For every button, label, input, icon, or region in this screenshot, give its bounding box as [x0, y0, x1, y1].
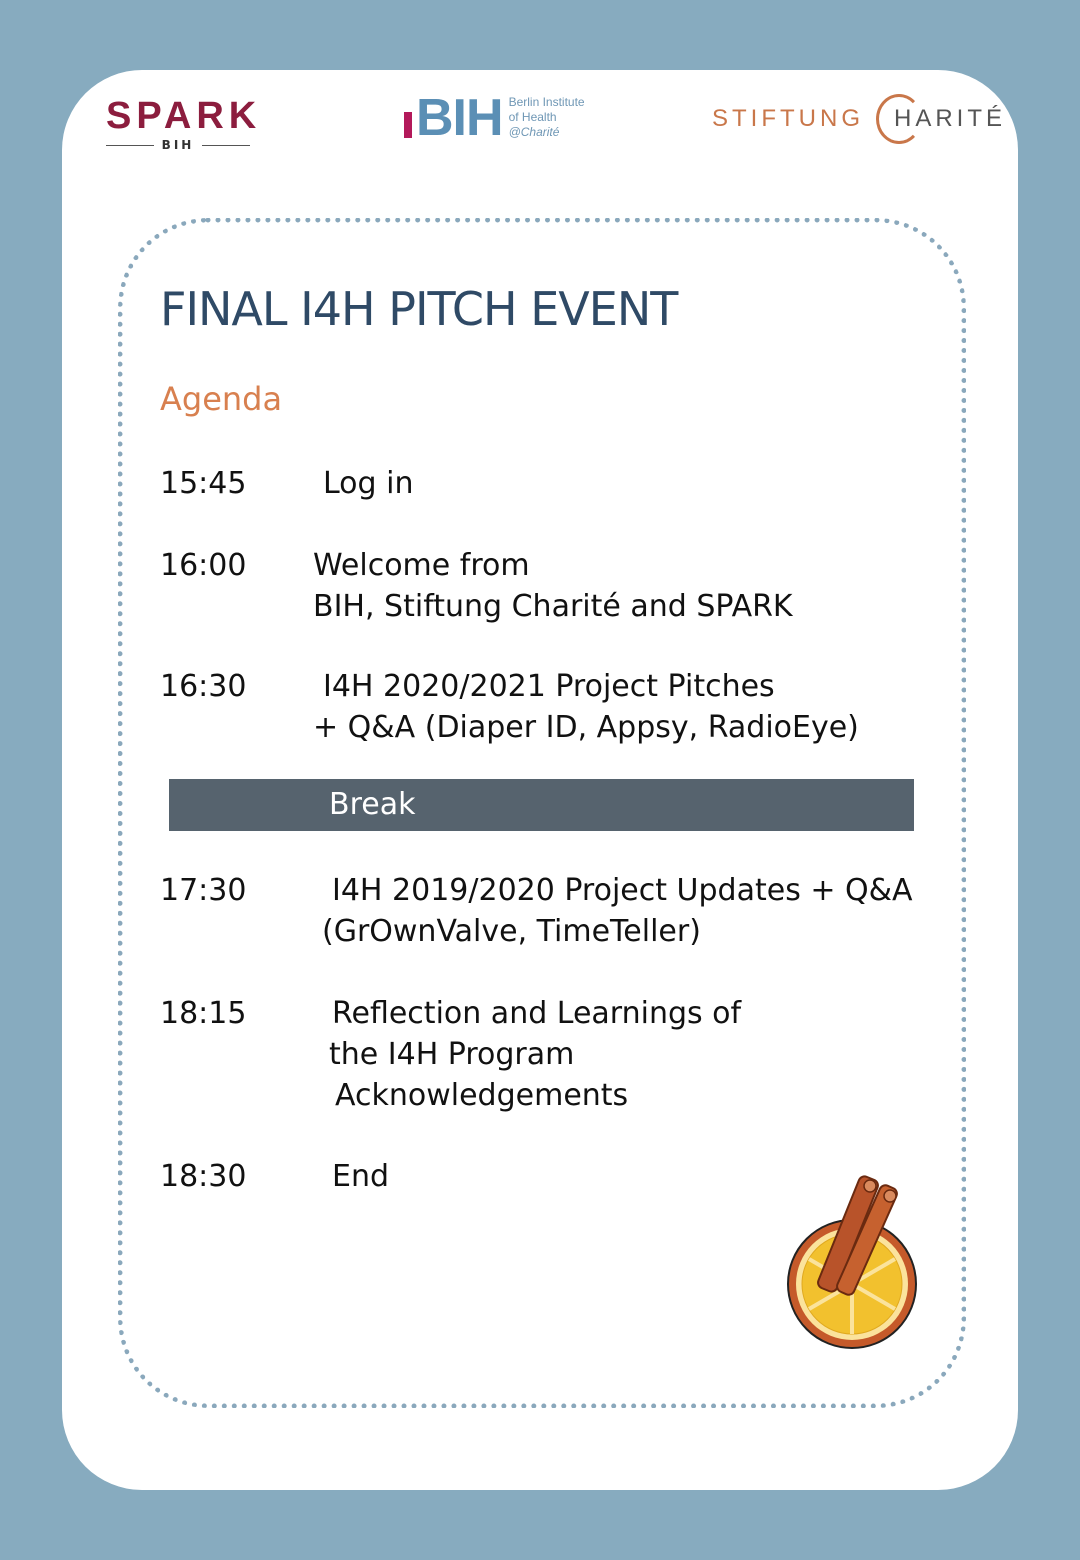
bih-logo — [404, 89, 585, 147]
agenda-time: 16:30 — [160, 669, 247, 704]
agenda-heading: Agenda — [160, 380, 283, 418]
agenda-time: 18:30 — [160, 1159, 247, 1194]
agenda-desc: Log in — [323, 466, 414, 501]
agenda-time: 16:00 — [160, 548, 247, 583]
bih-logo-line1: Berlin Institute — [508, 95, 585, 109]
agenda-time: 15:45 — [160, 466, 247, 501]
break-label: Break — [329, 787, 416, 822]
agenda-desc: (GrOwnValve, TimeTeller) — [322, 914, 701, 949]
agenda-desc: the I4H Program — [329, 1037, 575, 1072]
spark-bih-logo — [106, 95, 262, 152]
page-title: FINAL I4H PITCH EVENT — [160, 282, 678, 336]
agenda-desc: I4H 2020/2021 Project Pitches — [323, 669, 775, 704]
bih-logo-line2: of Health — [508, 110, 557, 124]
bih-logo-line3: @Charité — [508, 125, 560, 139]
agenda-card — [62, 70, 1018, 1490]
charite-logo-stiftung: STIFTUNG — [712, 105, 864, 132]
agenda-desc: + Q&A (Diaper ID, Appsy, RadioEye) — [313, 710, 859, 745]
spark-logo-word: SPARK — [106, 95, 262, 137]
orange-cinnamon-icon — [782, 1174, 922, 1354]
spark-logo-sub: BIH — [161, 138, 195, 152]
agenda-desc: BIH, Stiftung Charité and SPARK — [313, 589, 793, 624]
agenda-desc: End — [332, 1159, 390, 1194]
agenda-desc: Acknowledgements — [335, 1078, 629, 1113]
agenda-time: 18:15 — [160, 996, 247, 1031]
charite-logo-word: HARITÉ — [894, 105, 1007, 132]
break-bar — [169, 779, 914, 831]
agenda-desc: Reflection and Learnings of — [332, 996, 742, 1031]
agenda-desc: I4H 2019/2020 Project Updates + Q&A — [332, 873, 913, 908]
stiftung-charite-logo — [712, 94, 1006, 144]
agenda-time: 17:30 — [160, 873, 247, 908]
bih-logo-word: BIH — [416, 89, 503, 147]
agenda-desc: Welcome from — [313, 548, 530, 583]
